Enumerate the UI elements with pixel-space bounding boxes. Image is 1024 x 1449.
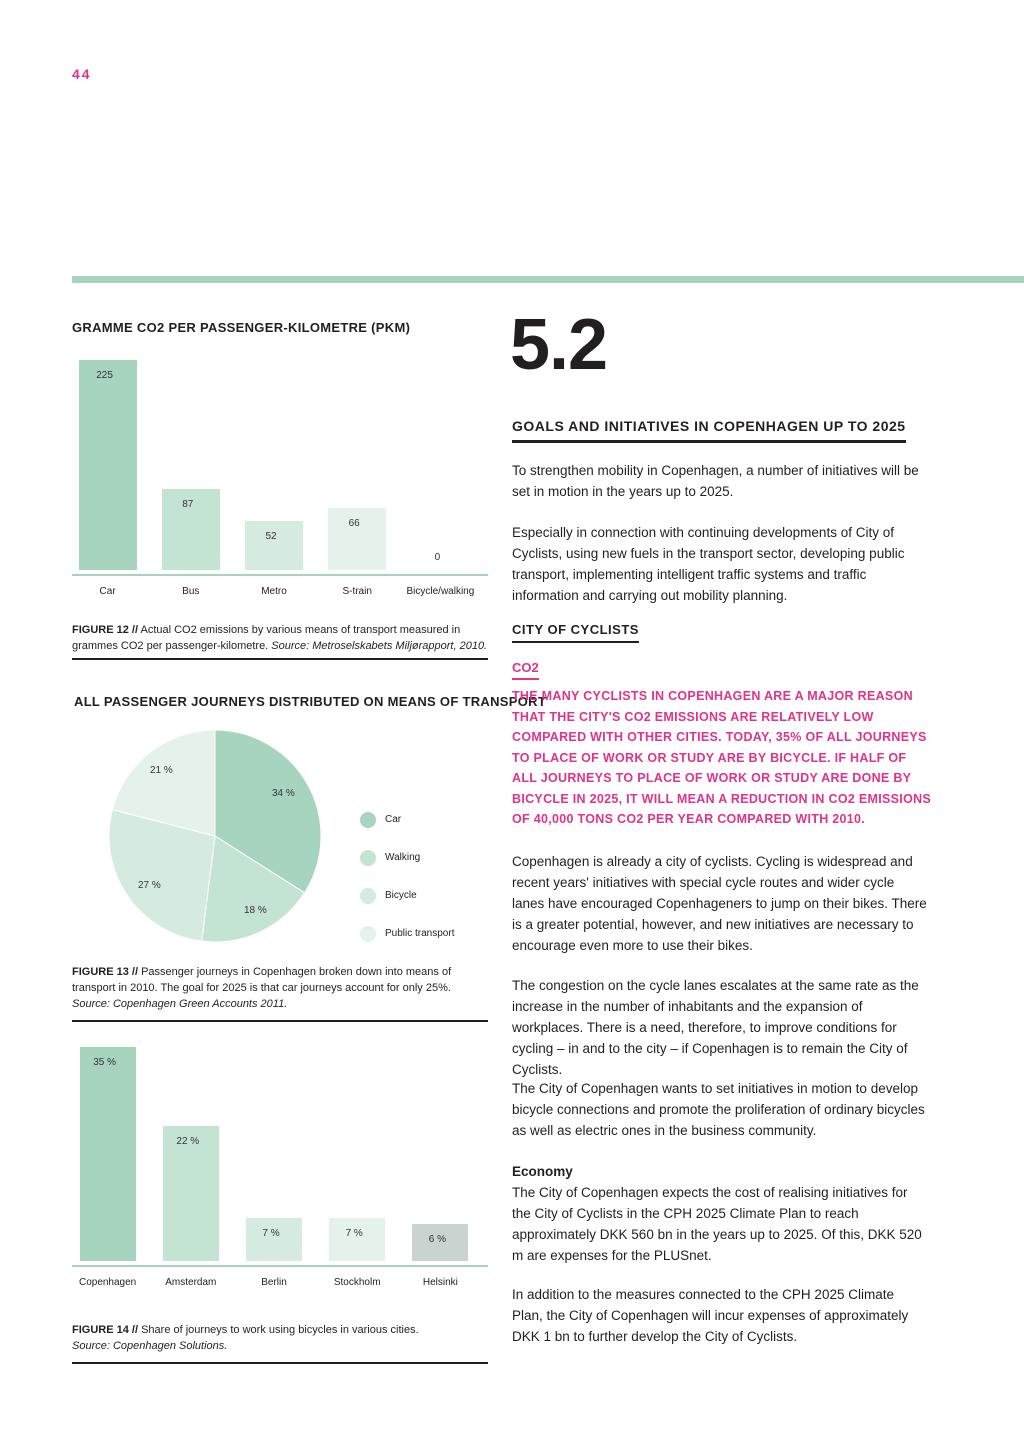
legend-label: Bicycle (385, 890, 417, 901)
highlight-text: THE MANY CYCLISTS IN COPENHAGEN ARE A MAJOR REASON THAT THE CITY'S CO2 EMISSIONS ARE RELATIVELY LOW COMPARED WITH OTHER CITIES. TODAY, 35% OF ALL JOURNEYS TO PLACE OF WORK OR STUDY ARE BY BICYCLE. IF HALF OF ALL JOURNEYS TO PLACE OF WORK OR STUDY ARE DONE BY BICYCLE IN 2025, IT WILL MEAN A REDUCTION IN CO2 EMISSIONS OF 40,000 TONS CO2 PER YEAR COMPARED WITH 2010. (512, 689, 932, 826)
bar-value-label: 22 % (176, 1136, 200, 1148)
paragraph-3: Copenhagen is already a city of cyclists. Cycling is widespread and recent years' initiatives with special cycle routes and wider cycle lanes have encouraged Copenhageners to jump on their bikes. There is a greater potential, however, and new initiatives are necessary to encourage even more to use their bikes. (512, 854, 927, 953)
sub-heading-city-of-cyclists: CITY OF CYCLISTS (512, 622, 639, 643)
fig13-rule (72, 1020, 488, 1022)
category-label: Bicycle/walking (406, 586, 475, 597)
fig14-caption-text: Share of journeys to work using bicycles in various cities. (138, 1324, 419, 1336)
bar-value-label: 7 % (345, 1228, 363, 1240)
category-label: Stockholm (333, 1277, 381, 1288)
legend-label: Walking (385, 852, 421, 863)
bar-3 (329, 1218, 385, 1261)
category-label: Bus (182, 586, 200, 597)
paragraph-1: To strengthen mobility in Copenhagen, a number of initiatives will be set in motion in the years up to 2025. (512, 463, 919, 499)
bar-0 (80, 1047, 136, 1261)
legend-swatch (360, 888, 376, 904)
paragraph-7: In addition to the measures connected to the CPH 2025 Climate Plan, the City of Copenhagen will incur expenses of approximately DKK 1 bn to further develop the City of Cyclists. (512, 1287, 909, 1344)
bar-value-label: 225 (96, 370, 113, 381)
fig12-caption-label: FIGURE 12 // (72, 624, 139, 636)
fig12-caption-text: Actual CO2 emissions by various means of transport measured in grammes CO2 per passenger-kilometre. (72, 624, 461, 652)
category-label: Amsterdam (165, 1277, 217, 1288)
bar-value-label: 0 (434, 552, 441, 563)
pie-value-label: 27 % (138, 880, 161, 891)
pie-value-label: 18 % (244, 905, 267, 916)
legend-label: Car (385, 814, 402, 825)
category-label: Berlin (261, 1277, 287, 1288)
paragraph-2: Especially in connection with continuing developments of City of Cyclists, using new fuels in the transport sector, developing public transport, implementing intelligent traffic systems and traffic information and carrying out mobility planning. (512, 525, 905, 603)
bar-value-label: 35 % (93, 1057, 116, 1068)
bar-value-label: 6 % (428, 1234, 446, 1246)
bar-value-label: 66 (348, 518, 360, 530)
paragraph-5: The City of Copenhagen wants to set initiatives in motion to develop bicycle connections and promote the proliferation of ordinary bicycles as well as electric ones in the business community. (512, 1081, 925, 1138)
fig14-caption-source: Source: Copenhagen Solutions. (72, 1340, 228, 1352)
bar-2 (245, 521, 303, 570)
bar-value-label: 52 (265, 531, 277, 543)
fig12-caption-source: Source: Metroselskabets Miljørapport, 2010. (271, 640, 488, 652)
section-number: 5.2 (510, 305, 608, 385)
bar-0 (79, 360, 137, 570)
fig14-rule (72, 1362, 488, 1364)
fig13-caption (72, 964, 488, 1012)
paragraph-4: The congestion on the cycle lanes escalates at the same rate as the increase in the number of inhabitants and the expansion of workplaces. There is a need, therefore, to improve conditions for cycling – in and to the city – if Copenhagen is to remain the City of Cyclists. (512, 978, 919, 1077)
pie-value-label: 34 % (272, 788, 295, 799)
legend-label: Public transport (385, 928, 455, 939)
page-number: 44 (72, 66, 92, 82)
fig12-caption (72, 622, 488, 654)
fig12-rule (72, 658, 488, 660)
bar-value-label: 7 % (262, 1228, 280, 1240)
legend-swatch (360, 926, 376, 942)
x-axis-line (72, 1265, 488, 1267)
fig12-chart (72, 340, 488, 610)
category-label: Metro (261, 586, 287, 597)
section-heading: GOALS AND INITIATIVES IN COPENHAGEN UP TO 2025 (512, 418, 906, 443)
bar-value-label: 87 (182, 498, 194, 510)
bar-2 (246, 1218, 302, 1261)
economy-heading: Economy (512, 1164, 573, 1179)
category-label: Copenhagen (78, 1277, 137, 1288)
category-label: S-train (342, 586, 372, 597)
co2-heading: CO2 (512, 660, 539, 680)
fig13-caption-source: Source: Copenhagen Green Accounts 2011. (72, 998, 288, 1010)
top-divider-bar (72, 276, 1024, 283)
fig13-caption-label: FIGURE 13 // (72, 966, 139, 978)
fig14-chart (72, 1040, 488, 1310)
pie-value-label: 21 % (150, 765, 173, 776)
fig12-title: GRAMME CO2 PER PASSENGER-KILOMETRE (PKM) (72, 320, 411, 335)
fig13-caption-text: Passenger journeys in Copenhagen broken down into means of transport in 2010. The goal for 2025 is that car journeys account for only 25%. (72, 966, 452, 994)
pie-chart-svg (72, 720, 488, 960)
category-label: Helsinki (422, 1277, 458, 1288)
legend-swatch (360, 850, 376, 866)
fig14-caption (72, 1322, 488, 1354)
category-label: Car (99, 586, 116, 597)
fig14-caption-label: FIGURE 14 // (72, 1324, 139, 1336)
legend-swatch (360, 812, 376, 828)
fig13-chart (72, 720, 488, 960)
fig13-title: ALL PASSENGER JOURNEYS DISTRIBUTED ON MEANS OF TRANSPORT (74, 694, 547, 709)
x-axis-line (72, 574, 488, 576)
paragraph-6: The City of Copenhagen expects the cost of realising initiatives for the City of Cyclists in the CPH 2025 Climate Plan to reach approximately DKK 560 bn in the years up to 2025. Of this, DKK 520 m are expenses for the PLUSnet. (512, 1185, 922, 1263)
